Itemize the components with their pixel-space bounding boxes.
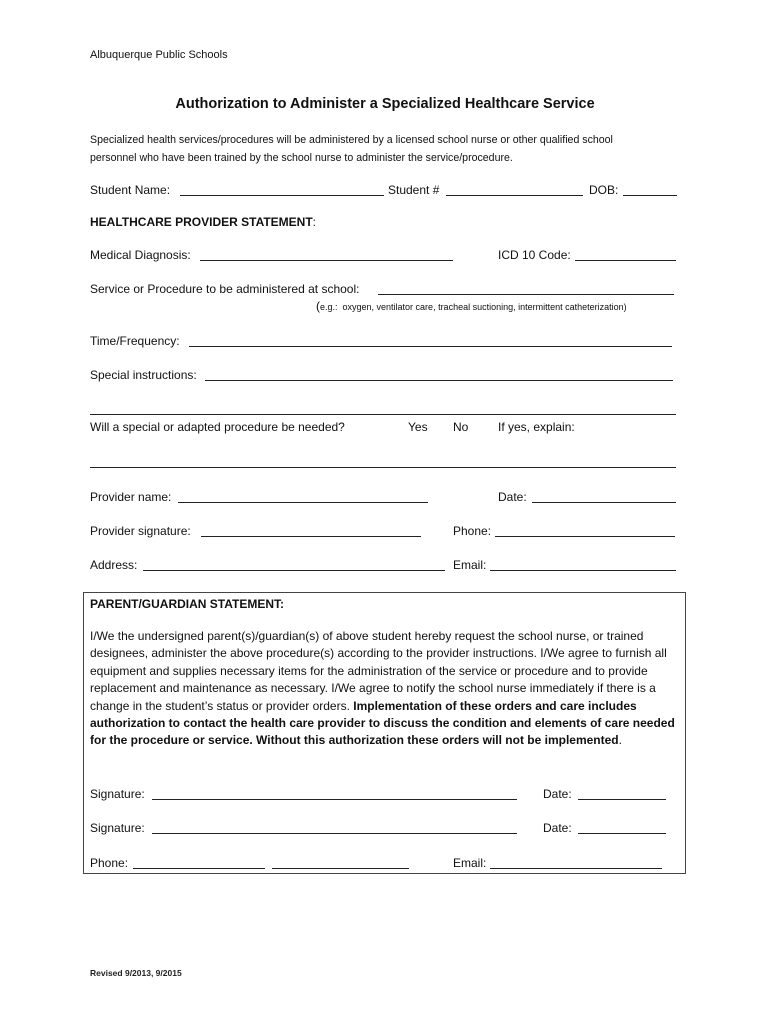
- explain-label: If yes, explain:: [498, 420, 575, 434]
- student-name-field[interactable]: [180, 195, 384, 196]
- provider-phone-field[interactable]: [495, 536, 675, 537]
- parent-signature-1-field[interactable]: [152, 799, 517, 800]
- parent-date-1-field[interactable]: [578, 799, 666, 800]
- diagnosis-field[interactable]: [200, 260, 453, 261]
- provider-name-field[interactable]: [178, 502, 428, 503]
- yes-option[interactable]: Yes: [408, 420, 428, 434]
- icd-code-field[interactable]: [575, 260, 676, 261]
- provider-signature-label: Provider signature:: [90, 524, 191, 538]
- parent-date-1-label: Date:: [543, 787, 572, 801]
- student-number-label: Student #: [388, 183, 440, 197]
- intro-line-1: Specialized health services/procedures will be administered by a licensed school nurse or other qualified school: [90, 134, 613, 146]
- student-name-label: Student Name:: [90, 183, 171, 197]
- frequency-field[interactable]: [189, 346, 672, 347]
- parent-phone-field-1[interactable]: [133, 868, 265, 869]
- parent-date-2-field[interactable]: [578, 833, 666, 834]
- provider-email-field[interactable]: [490, 570, 676, 571]
- parent-phone-label: Phone:: [90, 856, 129, 870]
- special-instructions-field[interactable]: [205, 380, 673, 381]
- provider-phone-label: Phone:: [453, 524, 492, 538]
- provider-name-label: Provider name:: [90, 490, 172, 504]
- diagnosis-label: Medical Diagnosis:: [90, 248, 191, 262]
- parent-phone-field-2[interactable]: [272, 868, 409, 869]
- parent-signature-1-label: Signature:: [90, 787, 145, 801]
- parent-email-label: Email:: [453, 856, 487, 870]
- dob-label: DOB:: [589, 183, 619, 197]
- organization-name: Albuquerque Public Schools: [90, 49, 228, 61]
- provider-date-field[interactable]: [532, 502, 676, 503]
- no-option[interactable]: No: [453, 420, 469, 434]
- frequency-label: Time/Frequency:: [90, 334, 180, 348]
- parent-signature-2-label: Signature:: [90, 821, 145, 835]
- service-label: Service or Procedure to be administered at school:: [90, 282, 360, 296]
- parent-date-2-label: Date:: [543, 821, 572, 835]
- parent-signature-2-field[interactable]: [152, 833, 517, 834]
- form-title: Authorization to Administer a Specialized Healthcare Service: [175, 96, 595, 112]
- parent-statement-heading: PARENT/GUARDIAN STATEMENT:: [90, 597, 284, 611]
- explain-field[interactable]: [90, 467, 676, 468]
- revision-note: Revised 9/2013, 9/2015: [90, 968, 182, 978]
- provider-signature-field[interactable]: [201, 536, 421, 537]
- dob-field[interactable]: [623, 195, 677, 196]
- provider-date-label: Date:: [498, 490, 527, 504]
- provider-statement-heading: HEALTHCARE PROVIDER STATEMENT:: [90, 215, 317, 229]
- provider-address-field[interactable]: [143, 570, 445, 571]
- special-instructions-line-2[interactable]: [90, 414, 676, 415]
- adapted-procedure-question: Will a special or adapted procedure be needed?: [90, 420, 345, 434]
- service-example: (e.g.: oxygen, ventilator care, tracheal suctioning, intermittent catheterization): [316, 299, 627, 313]
- special-instructions-label: Special instructions:: [90, 368, 197, 382]
- service-field[interactable]: [378, 294, 674, 295]
- student-number-field[interactable]: [446, 195, 583, 196]
- provider-address-label: Address:: [90, 558, 138, 572]
- icd-code-label: ICD 10 Code:: [498, 248, 571, 262]
- provider-email-label: Email:: [453, 558, 487, 572]
- intro-line-2: personnel who have been trained by the school nurse to administer the service/procedure.: [90, 152, 513, 164]
- parent-statement-paragraph: I/We the undersigned parent(s)/guardian(s) of above student hereby request the school nurse, or trained designees, administer the above procedure(s) according to the provider instructions. I/We agree to furnish all equipment and supplies necessary items for the administration of the service or procedure and to provide replacement and maintenance as necessary. I/We agree to notify the school nurse immediately if there is a change in the student’s status or provider orders. Implementation of these orders and care includes authorization to contact the health care provider to discuss the condition and elements of care needed for the procedure or service. Without this authorization these orders will not be implemented.: [90, 629, 675, 748]
- parent-email-field[interactable]: [490, 868, 662, 869]
